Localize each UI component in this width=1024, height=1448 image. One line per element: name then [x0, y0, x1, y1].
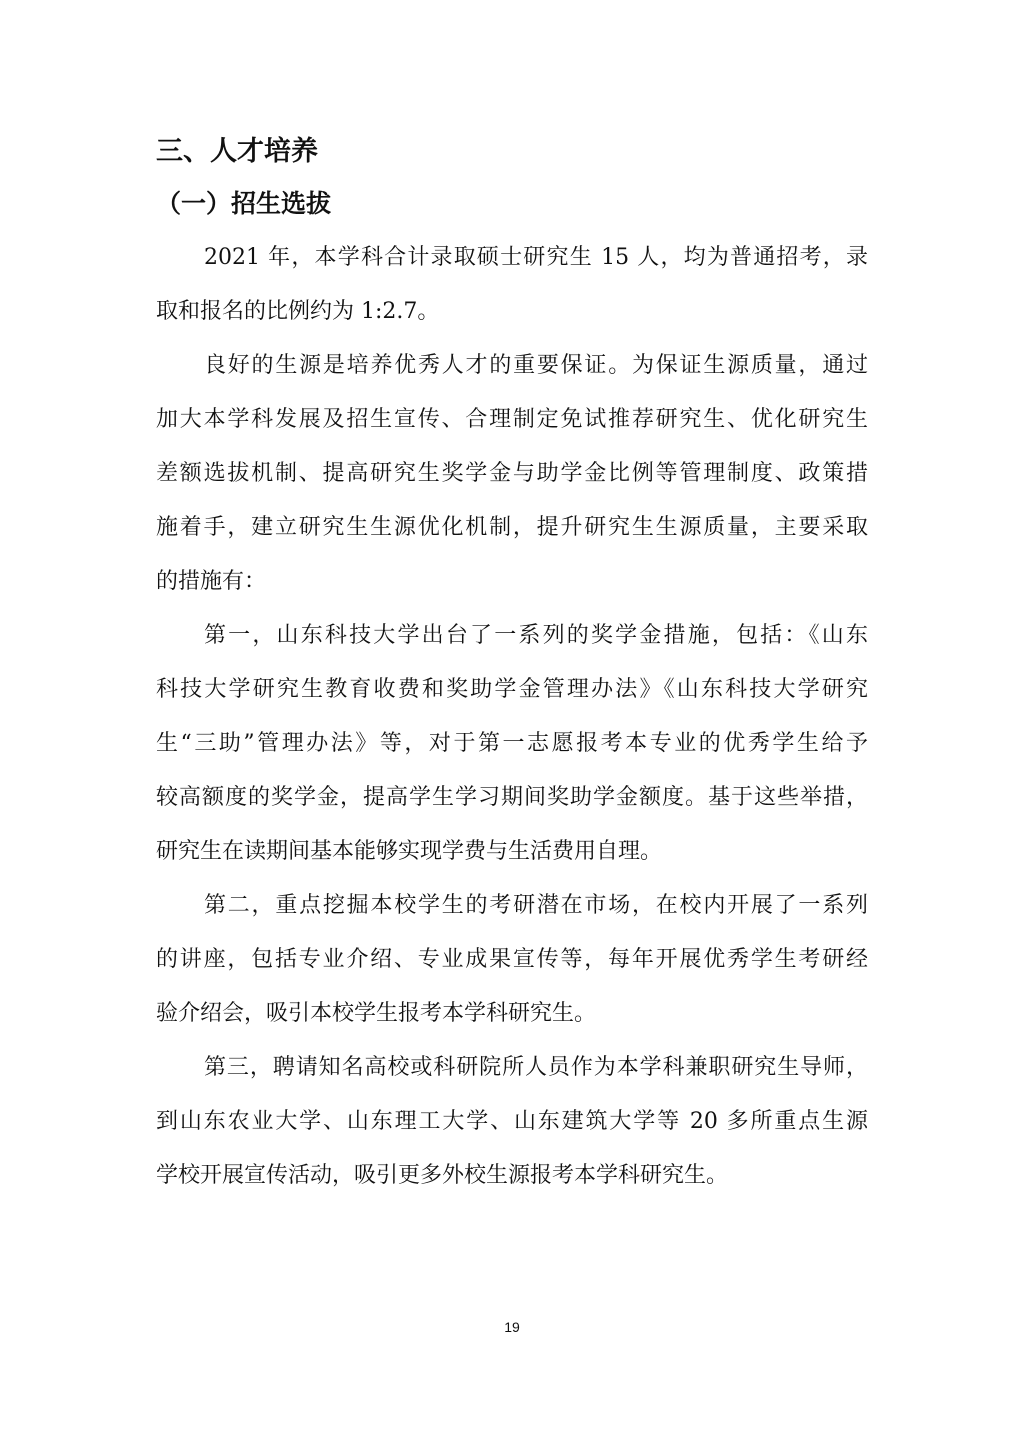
section-heading: 三、人才培养	[156, 136, 318, 167]
paragraph-4-line-3: 验介绍会，吸引本校学生报考本学科研究生。	[156, 1001, 597, 1026]
paragraph-3-line-1: 第一，山东科技大学出台了一系列的奖学金措施，包括：《山东	[204, 623, 868, 648]
paragraph-4-line-2: 的讲座，包括专业介绍、专业成果宣传等，每年开展优秀学生考研经	[156, 947, 868, 972]
paragraph-3-line-3: 生“三助”管理办法》等，对于第一志愿报考本专业的优秀学生给予	[156, 731, 868, 756]
paragraph-3-line-5: 研究生在读期间基本能够实现学费与生活费用自理。	[156, 839, 663, 864]
paragraph-2-line-4: 施着手，建立研究生生源优化机制，提升研究生生源质量，主要采取	[156, 515, 868, 540]
paragraph-2-line-3: 差额选拔机制、提高研究生奖学金与助学金比例等管理制度、政策措	[156, 461, 868, 486]
subsection-heading: （一）招生选拔	[156, 189, 332, 218]
page-number: 19	[504, 1319, 520, 1335]
paragraph-5-line-2: 到山东农业大学、山东理工大学、山东建筑大学等 20 多所重点生源	[156, 1109, 868, 1134]
paragraph-3-line-2: 科技大学研究生教育收费和奖助学金管理办法》《山东科技大学研究	[156, 677, 868, 702]
paragraph-3-line-4: 较高额度的奖学金，提高学生学习期间奖助学金额度。基于这些举措，	[156, 785, 868, 810]
paragraph-2-line-2: 加大本学科发展及招生宣传、合理制定免试推荐研究生、优化研究生	[156, 407, 868, 432]
paragraph-5-line-1: 第三，聘请知名高校或科研院所人员作为本学科兼职研究生导师，	[204, 1055, 868, 1080]
paragraph-2-line-5: 的措施有：	[156, 569, 267, 594]
paragraph-5-line-3: 学校开展宣传活动，吸引更多外校生源报考本学科研究生。	[156, 1163, 729, 1188]
paragraph-1-line-1: 2021 年，本学科合计录取硕士研究生 15 人，均为普通招考，录	[204, 245, 868, 270]
paragraph-1-line-2: 取和报名的比例约为 1:2.7。	[156, 299, 440, 324]
paragraph-2-line-1: 良好的生源是培养优秀人才的重要保证。为保证生源质量，通过	[204, 353, 868, 378]
paragraph-4-line-1: 第二，重点挖掘本校学生的考研潜在市场，在校内开展了一系列	[204, 893, 868, 918]
